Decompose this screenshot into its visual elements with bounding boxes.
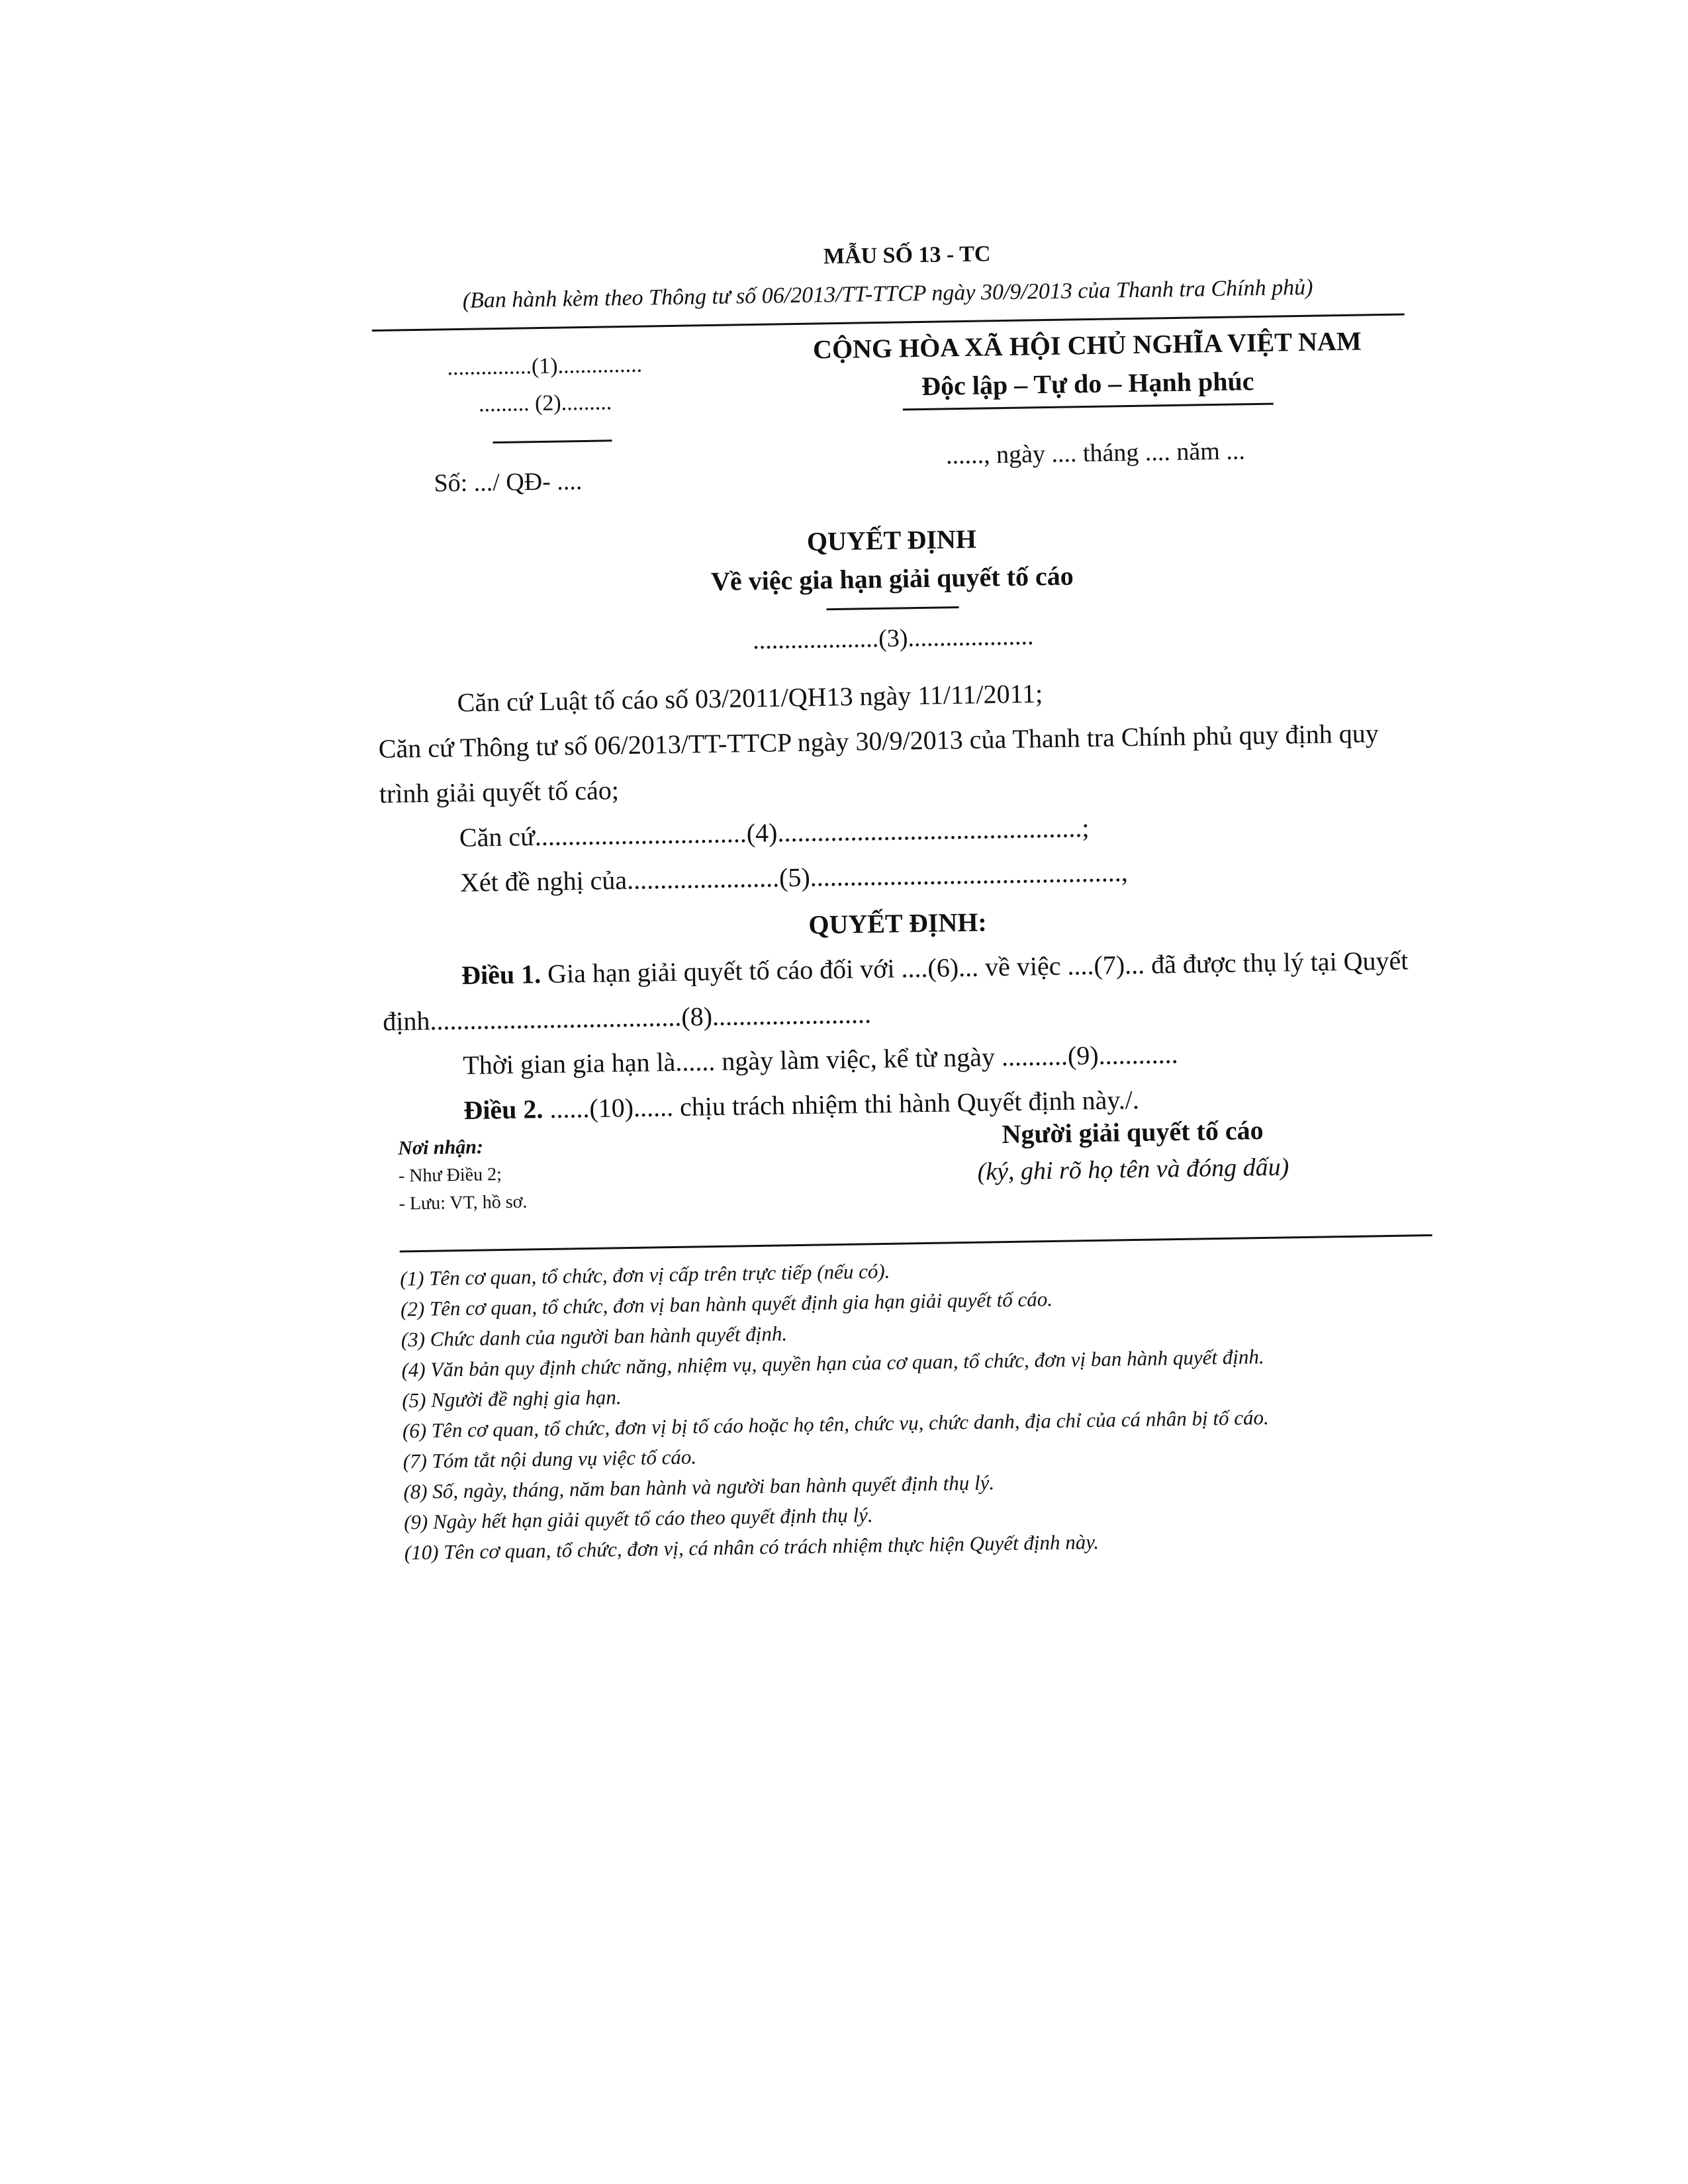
footnote-item: (1) Tên cơ quan, tổ chức, đơn vị cấp trên trực tiếp (nếu có).: [400, 1259, 890, 1291]
footnote-item: (8) Số, ngày, tháng, năm ban hành và người ban hành quyết định thụ lý.: [403, 1471, 995, 1504]
recipient-item: - Như Điều 2;: [398, 1164, 502, 1187]
decision-subject: Về việc gia hạn giải quyết tố cáo: [710, 561, 1074, 596]
article-2-label: Điều 2.: [463, 1094, 543, 1125]
footnotes: [400, 1248, 1424, 1568]
article-1: [382, 938, 1416, 1044]
footnote-item: (2) Tên cơ quan, tổ chức, đơn vị ban hành quyết định gia hạn giải quyết tố cáo.: [400, 1287, 1053, 1321]
doc-number: Số: .../ QĐ- ....: [434, 467, 583, 498]
basis-proposal: Xét đề nghị của.......................(5)...............................................,: [459, 857, 1129, 897]
basis-regulation: Căn cứ................................(4)..............................................;: [459, 813, 1090, 853]
motto: Độc lập – Tự do – Hạnh phúc: [921, 366, 1254, 401]
footnote-item: (9) Ngày hết hạn giải quyết tố cáo theo quyết định thụ lý.: [403, 1503, 873, 1534]
footnote-item: (3) Chức danh của người ban hành quyết định.: [400, 1322, 788, 1351]
footnote-item: (4) Văn bản quy định chức năng, nhiệm vụ, quyền hạn của cơ quan, tổ chức, đơn vị ban hành quyết định.: [401, 1345, 1264, 1382]
recipient-item: - Lưu: VT, hồ sơ.: [399, 1191, 528, 1214]
basis-circular: Căn cứ Thông tư số 06/2013/TT-TTCP ngày 30/9/2013 của Thanh tra Chính phủ quy định quy trình giải quyết tố cáo;: [378, 718, 1380, 809]
agency-block: [372, 345, 718, 425]
recipients-block: [398, 1128, 796, 1218]
decision-body: [377, 665, 1417, 1134]
footnote-item: (6) Tên cơ quan, tổ chức, đơn vị bị tố cáo hoặc họ tên, chức vụ, chức danh, địa chỉ của cá nhân bị tố cáo.: [402, 1405, 1269, 1443]
agency-issuing: ......... (2).........: [478, 390, 612, 417]
footnote-item: (5) Người đề nghị gia hạn.: [401, 1385, 622, 1412]
article-1-text: Gia hạn giải quyết tố cáo đối với ....(6)... về việc ....(7)... đã được thụ lý tại Quyết định......................................(8)........................: [382, 945, 1409, 1036]
nation-name: CỘNG HÒA XÃ HỘI CHỦ NGHĨA VIỆT NAM: [812, 326, 1362, 365]
form-code: MẪU SỐ 13 - TC: [823, 242, 991, 269]
agency-parent: ...............(1)...............: [447, 352, 643, 381]
decision-form: [371, 235, 1409, 1565]
national-heading: [769, 321, 1406, 408]
issuer-title: ....................(3)....................: [752, 622, 1034, 655]
date-line: ......, ngày .... tháng .... năm ...: [945, 437, 1246, 470]
basis-law: Căn cứ Luật tố cáo số 03/2011/QH13 ngày 11/11/2011;: [457, 678, 1043, 718]
signer-title: Người giải quyết tố cáo: [1002, 1115, 1264, 1150]
footnote-item: (10) Tên cơ quan, tổ chức, đơn vị, cá nhân có trách nhiệm thực hiện Quyết định này.: [404, 1529, 1100, 1565]
agency-rule: [493, 439, 612, 443]
article-1-label: Điều 1.: [461, 959, 541, 990]
signer-note: (ký, ghi rõ họ tên và đóng dấu): [977, 1153, 1289, 1186]
decide-heading: QUYẾT ĐỊNH:: [808, 907, 988, 940]
footnote-item: (7) Tóm tắt nội dung vụ việc tố cáo.: [402, 1445, 697, 1473]
page-title: QUYẾT ĐỊNH: [806, 523, 977, 557]
article-1-time: Thời gian gia hạn là...... ngày làm việc, kể từ ngày ..........(9)............: [462, 1038, 1178, 1080]
signer-block: [848, 1109, 1419, 1191]
title-block: [375, 513, 1409, 606]
issued-by-note: (Ban hành kèm theo Thông tư số 06/2013/TT-TTCP ngày 30/9/2013 của Thanh tra Chính phủ): [462, 275, 1313, 313]
article-2-text: ......(10)...... chịu trách nhiệm thi hành Quyết định này./.: [543, 1084, 1140, 1124]
title-rule: [827, 606, 959, 610]
recipients-title: Nơi nhận:: [398, 1136, 484, 1160]
